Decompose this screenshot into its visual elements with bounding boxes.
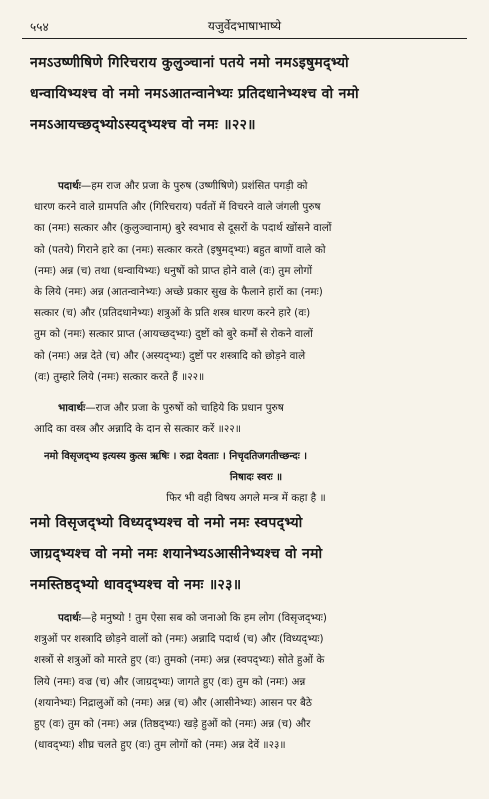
rishi-line: नमो विसृजद्भ्य इत्यस्य कुत्स ऋषिः । रुद्रा देवताः । निचृदतिजगतीच्छन्दः । — [44, 451, 308, 462]
padartha-line: हुए (वः) तुम को (नमः) अन्न (तिष्ठद्भ्यः) खड़े हुओं को (नमः) अन्न (च) और — [34, 717, 311, 730]
padartha-line: को (नमः) अन्न देते (च) और (अस्यद्भ्यः) दुष्टों पर शस्त्रादि को छोड़ने वाले — [34, 349, 306, 362]
padartha-line: शस्त्रों से शत्रुओं को मारते हुए (वः) तुमको (नमः) अन्न (स्वपद्भ्यः) सोते हुओं के — [34, 654, 325, 667]
padartha-line: को (पतये) गिराने हारे का (नमः) सत्कार करते (इषुमद्भ्यः) बहुत बाणों वाले को — [34, 243, 326, 256]
padartha-23 — [34, 608, 466, 756]
padartha-22 — [34, 176, 466, 388]
bhavartha-line: आदि का वस्त्र और अन्नादि के दान से सत्कार करें ॥२२॥ — [34, 423, 241, 436]
page-header — [22, 12, 467, 39]
mantra-22 — [30, 48, 468, 141]
mantra-line: नमऽउष्णीषिणे गिरिचराय कुलुञ्चानां पतये नमो नमऽइषुमद्भ्यो — [30, 55, 349, 71]
padartha-line: शत्रुओं पर शस्त्रादि छोड़ने वालों को (नमः) अन्नादि पदार्थ (च) और (विध्यद्भ्यः) — [34, 633, 324, 646]
mantra-line: नमऽआयच्छद्भ्योऽस्यद्भ्यश्च वो नमः ॥२२॥ — [30, 117, 256, 133]
mantra-line: जाग्रद्भ्यश्च वो नमो नमः शयानेभ्यऽआसीनेभ्यश्च वो नमो — [30, 546, 323, 562]
padartha-line: —हम राज और प्रजा के पुरुष (उष्णीषिणे) प्रशंसित पगड़ी को — [80, 180, 308, 192]
mantra-line: नमस्तिष्ठद्भ्यो धावद्भ्यश्च वो नमः ॥२३॥ — [30, 577, 242, 593]
padartha-line: (नमः) अन्न (च) तथा (धन्वायिभ्यः) धनुषों को प्राप्त होने वाले (वः) तुम लोगों — [34, 264, 313, 277]
bhavartha-line: —राज और प्रजा के पुरुषों को चाहिये कि प्रधान पुरुष — [85, 402, 284, 414]
padartha-line: —हे मनुष्यो ! तुम ऐसा सब को जनाओ कि हम लोग (विसृजद्भ्यः) — [80, 612, 327, 624]
bhavartha-22 — [34, 398, 466, 440]
intro-23 — [34, 488, 458, 509]
rishi-devata-23 — [44, 446, 468, 488]
bhavartha-label: भावार्थः — [58, 402, 86, 414]
padartha-line: लिये (नमः) वज्र (च) और (जाग्रद्भ्यः) जागते हुए (वः) तुम को (नमः) अन्न — [34, 675, 306, 688]
page-number: ५५४ — [30, 20, 49, 34]
mantra-23 — [30, 508, 468, 601]
padartha-line: का (नमः) सत्कार और (कुलुञ्चानाम्) बुरे स्वभाव से दूसरों के पदार्थ खोंसने वालों — [34, 222, 332, 235]
running-title: यजुर्वेदभाषाभाष्ये — [207, 19, 282, 33]
padartha-line: (धावद्भ्यः) शीघ्र चलते हुए (वः) तुम लोगों को (नमः) अन्न देवें ॥२३॥ — [34, 739, 286, 752]
padartha-line: के लिये (नमः) अन्न (आतन्वानेभ्यः) अच्छे प्रकार सुख के फैलाने हारों का (नमः) — [34, 285, 323, 298]
padartha-line: तुम को (नमः) सत्कार प्राप्त (आयच्छद्भ्यः) दुष्टों को बुरे कर्मों से रोकने वालों — [34, 328, 313, 341]
mantra-line: नमो विसृजद्भ्यो विध्यद्भ्यश्च वो नमो नमः स्वपद्भ्यो — [30, 515, 303, 531]
mantra-line: धन्वायिभ्यश्च वो नमो नमऽआतन्वानेभ्यः प्रतिदधानेभ्यश्च वो नमो — [30, 86, 359, 102]
padartha-line: (शयानेभ्यः) निद्रालुओं को (नमः) अन्न (च) और (आसीनेभ्यः) आसन पर बैठे — [34, 696, 312, 709]
padartha-line: (वः) तुम्हारे लिये (नमः) सत्कार करते हैं ॥२२॥ — [34, 370, 205, 383]
intro-line: फिर भी वही विषय अगले मन्त्र में कहा है ॥ — [166, 492, 326, 504]
padartha-label: पदार्थः — [58, 180, 81, 192]
padartha-label: पदार्थः — [58, 612, 81, 624]
rishi-line: निषादः स्वरः ॥ — [229, 472, 283, 484]
padartha-line: धारण करने वाले ग्रामपति और (गिरिचराय) पर्वतों में विचरने वाले जंगली पुरुष — [34, 201, 321, 214]
padartha-line: सत्कार (च) और (प्रतिदधानेभ्यः) शत्रुओं के प्रति शस्त्र धारण करने हारे (वः) — [34, 307, 311, 320]
